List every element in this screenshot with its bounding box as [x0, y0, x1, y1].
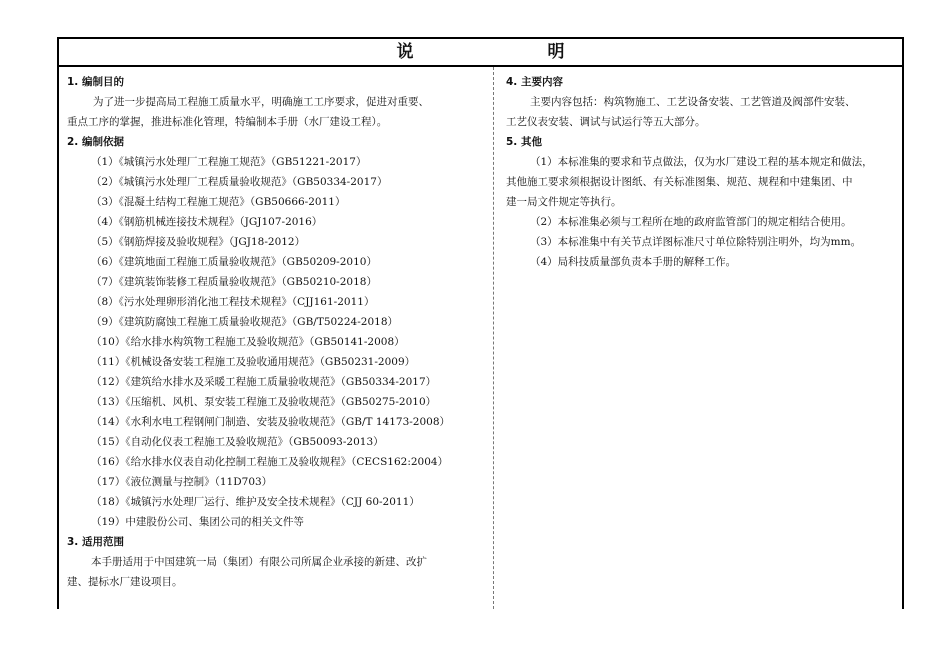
- reference-item: （18）《城镇污水处理厂运行、维护及安全技术规程》（CJJ 60-2011）: [91, 496, 420, 508]
- scope-text-line-2: 建、提标水厂建设项目。: [67, 576, 183, 588]
- left-column: [67, 72, 482, 592]
- section-heading-content: 4. 主要内容: [506, 76, 563, 88]
- document-frame: [57, 37, 904, 609]
- reference-item: （9）《建筑防腐蚀工程施工质量验收规范》（GB/T50224-2018）: [91, 316, 398, 328]
- other-item-4: （4）局科技质量部负责本手册的解释工作。: [530, 256, 737, 268]
- reference-item: （13）《压缩机、风机、泵安装工程施工及验收规范》（GB50275-2010）: [91, 396, 437, 408]
- reference-item: （15）《自动化仪表工程施工及验收规范》（GB50093-2013）: [91, 436, 384, 448]
- reference-item: （1）《城镇污水处理厂工程施工规范》（GB51221-2017）: [91, 156, 367, 168]
- column-divider: [493, 67, 494, 609]
- reference-item: （2）《城镇污水处理厂工程质量验收规范》（GB50334-2017）: [91, 176, 388, 188]
- reference-item: （5）《钢筋焊接及验收规程》（JGJ18-2012）: [91, 236, 306, 248]
- reference-item: （17）《液位测量与控制》（11D703）: [91, 476, 273, 488]
- section-heading-other: 5. 其他: [506, 136, 542, 148]
- reference-item: （10）《给水排水构筑物工程施工及验收规范》（GB50141-2008）: [91, 336, 405, 348]
- reference-item: （6）《建筑地面工程施工质量验收规范》（GB50209-2010）: [91, 256, 377, 268]
- other-item-1-line-2: 其他施工要求须根据设计图纸、有关标准图集、规范、规程和中建集团、中: [506, 176, 853, 188]
- scope-text-line-1: 本手册适用于中国建筑一局（集团）有限公司所属企业承接的新建、改扩: [91, 556, 427, 568]
- purpose-text-line-2: 重点工序的掌握，推进标准化管理，特编制本手册（水厂建设工程）。: [67, 116, 388, 128]
- reference-item: （19）中建股份公司、集团公司的相关文件等: [91, 516, 304, 528]
- section-heading-basis: 2. 编制依据: [67, 136, 124, 148]
- other-item-2: （2）本标准集必须与工程所在地的政府监管部门的规定相结合使用。: [530, 216, 852, 228]
- page-title: 说 明: [396, 42, 629, 62]
- reference-item: （14）《水利水电工程钢闸门制造、安装及验收规范》（GB/T 14173-2008）: [91, 416, 451, 428]
- other-item-1-line-1: （1）本标准集的要求和节点做法，仅为水厂建设工程的基本规定和做法，: [530, 156, 873, 168]
- reference-item: （3）《混凝土结构工程施工规范》（GB50666-2011）: [91, 196, 346, 208]
- title-row: [59, 39, 902, 67]
- section-heading-scope: 3. 适用范围: [67, 536, 124, 548]
- reference-item: （16）《给水排水仪表自动化控制工程施工及验收规程》（CECS162:2004）: [91, 456, 449, 468]
- reference-item: （12）《建筑给水排水及采暖工程施工质量验收规范》（GB50334-2017）: [91, 376, 437, 388]
- reference-item: （4）《钢筋机械连接技术规程》（JGJ107-2016）: [91, 216, 323, 228]
- purpose-text-line-1: 为了进一步提高局工程施工质量水平，明确施工工序要求，促进对重要、: [93, 96, 429, 108]
- reference-item: （7）《建筑装饰装修工程质量验收规范》（GB50210-2018）: [91, 276, 377, 288]
- reference-item: （8）《污水处理卵形消化池工程技术规程》（CJJ161-2011）: [91, 296, 375, 308]
- reference-item: （11）《机械设备安装工程施工及验收通用规范》（GB50231-2009）: [91, 356, 416, 368]
- right-column: [506, 72, 898, 272]
- section-heading-purpose: 1. 编制目的: [67, 76, 124, 88]
- content-text-line-1: 主要内容包括：构筑物施工、工艺设备安装、工艺管道及阀部件安装、: [530, 96, 856, 108]
- content-text-line-2: 工艺仪表安装、调试与试运行等五大部分。: [506, 116, 706, 128]
- other-item-3: （3）本标准集中有关节点详图标准尺寸单位除特别注明外，均为mm。: [530, 236, 862, 248]
- other-item-1-line-3: 建一局文件规定等执行。: [506, 196, 622, 208]
